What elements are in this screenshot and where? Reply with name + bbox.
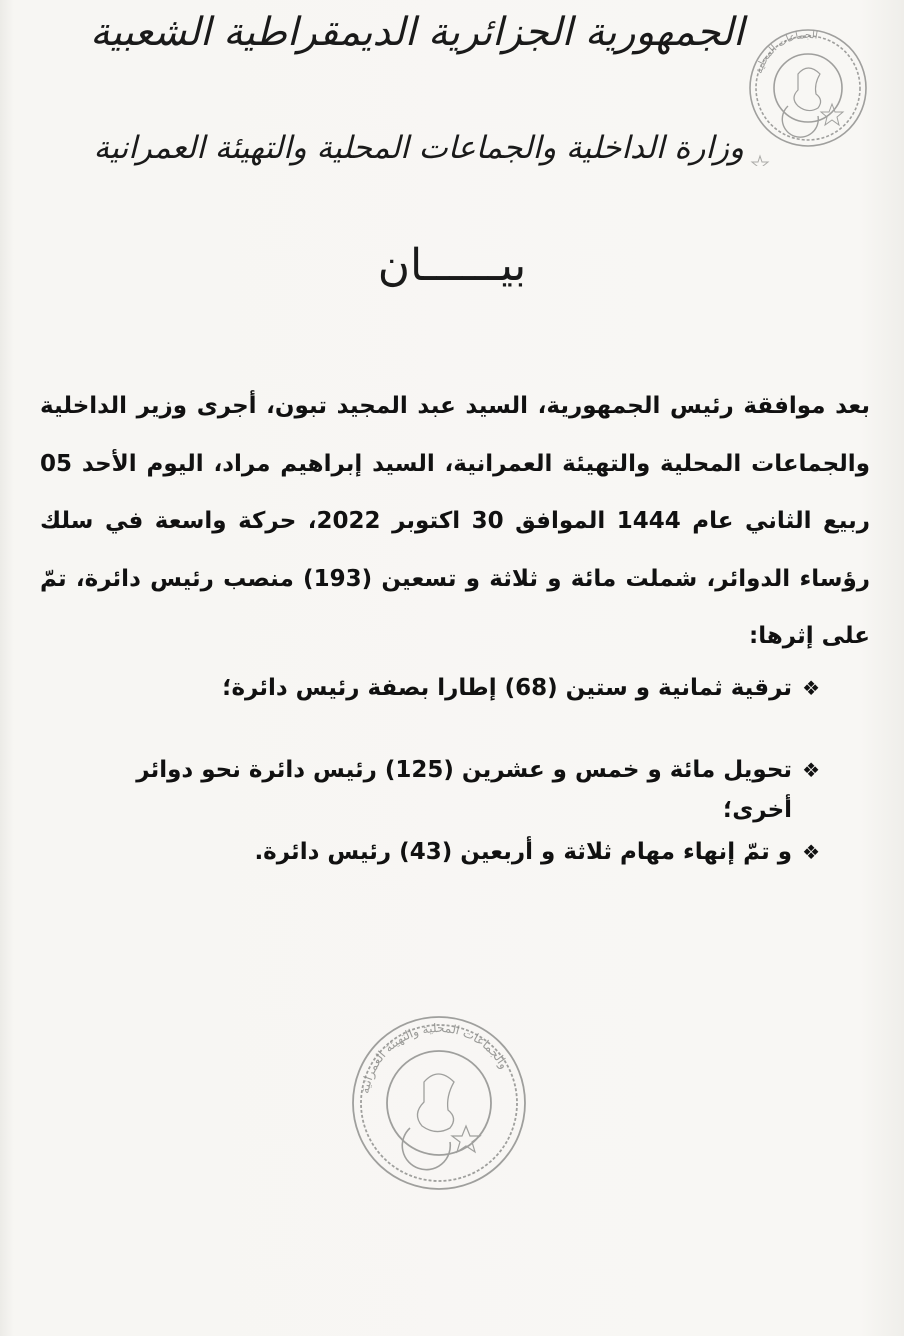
official-seal-top xyxy=(740,6,870,166)
list-item xyxy=(60,750,820,832)
list-item xyxy=(60,832,820,914)
statement-paragraph: بعد موافقة رئيس الجمهورية، السيد عبد المجيد تبون، أجرى وزير الداخلية والجماعات المحلية والتهيئة العمرانية، السيد إبراهيم مراد، اليوم الأحد 05 ربيع الثاني عام 1444 الموافق 30 اكتوبر 2022، حركة واسعة في سلك رؤساء الدوائر، شملت مائة و ثلاثة و تسعين (193) منصب رئيس دائرة، تمّ على إثرها: xyxy=(40,393,870,649)
republic-heading: الجمهورية الجزائرية الديمقراطية الشعبية xyxy=(90,10,744,55)
ministry-heading: وزارة الداخلية والجماعات المحلية والتهيئة العمرانية xyxy=(93,130,744,166)
bullet-diamond-icon: ❖ xyxy=(802,840,820,864)
letterhead xyxy=(0,0,904,220)
seal-top-text: الجماعات المحلية xyxy=(753,29,819,75)
bullet-diamond-icon: ❖ xyxy=(802,758,820,782)
measures-list xyxy=(60,668,820,914)
official-seal-bottom xyxy=(346,1010,532,1196)
list-item-text: ترقية ثمانية و ستين (68) إطارا بصفة رئيس دائرة؛ xyxy=(222,675,793,701)
seal-bottom-text: والجماعات المحلية والتهيئة العمرانية xyxy=(357,1020,512,1095)
bullet-diamond-icon: ❖ xyxy=(802,676,820,700)
list-item xyxy=(60,668,820,750)
document-title: بيــــــان xyxy=(377,240,527,291)
list-item-text: تحويل مائة و خمس و عشرين (125) رئيس دائرة نحو دوائر أخرى؛ xyxy=(136,757,793,823)
list-item-text: و تمّ إنهاء مهام ثلاثة و أربعين (43) رئيس دائرة. xyxy=(254,839,793,865)
